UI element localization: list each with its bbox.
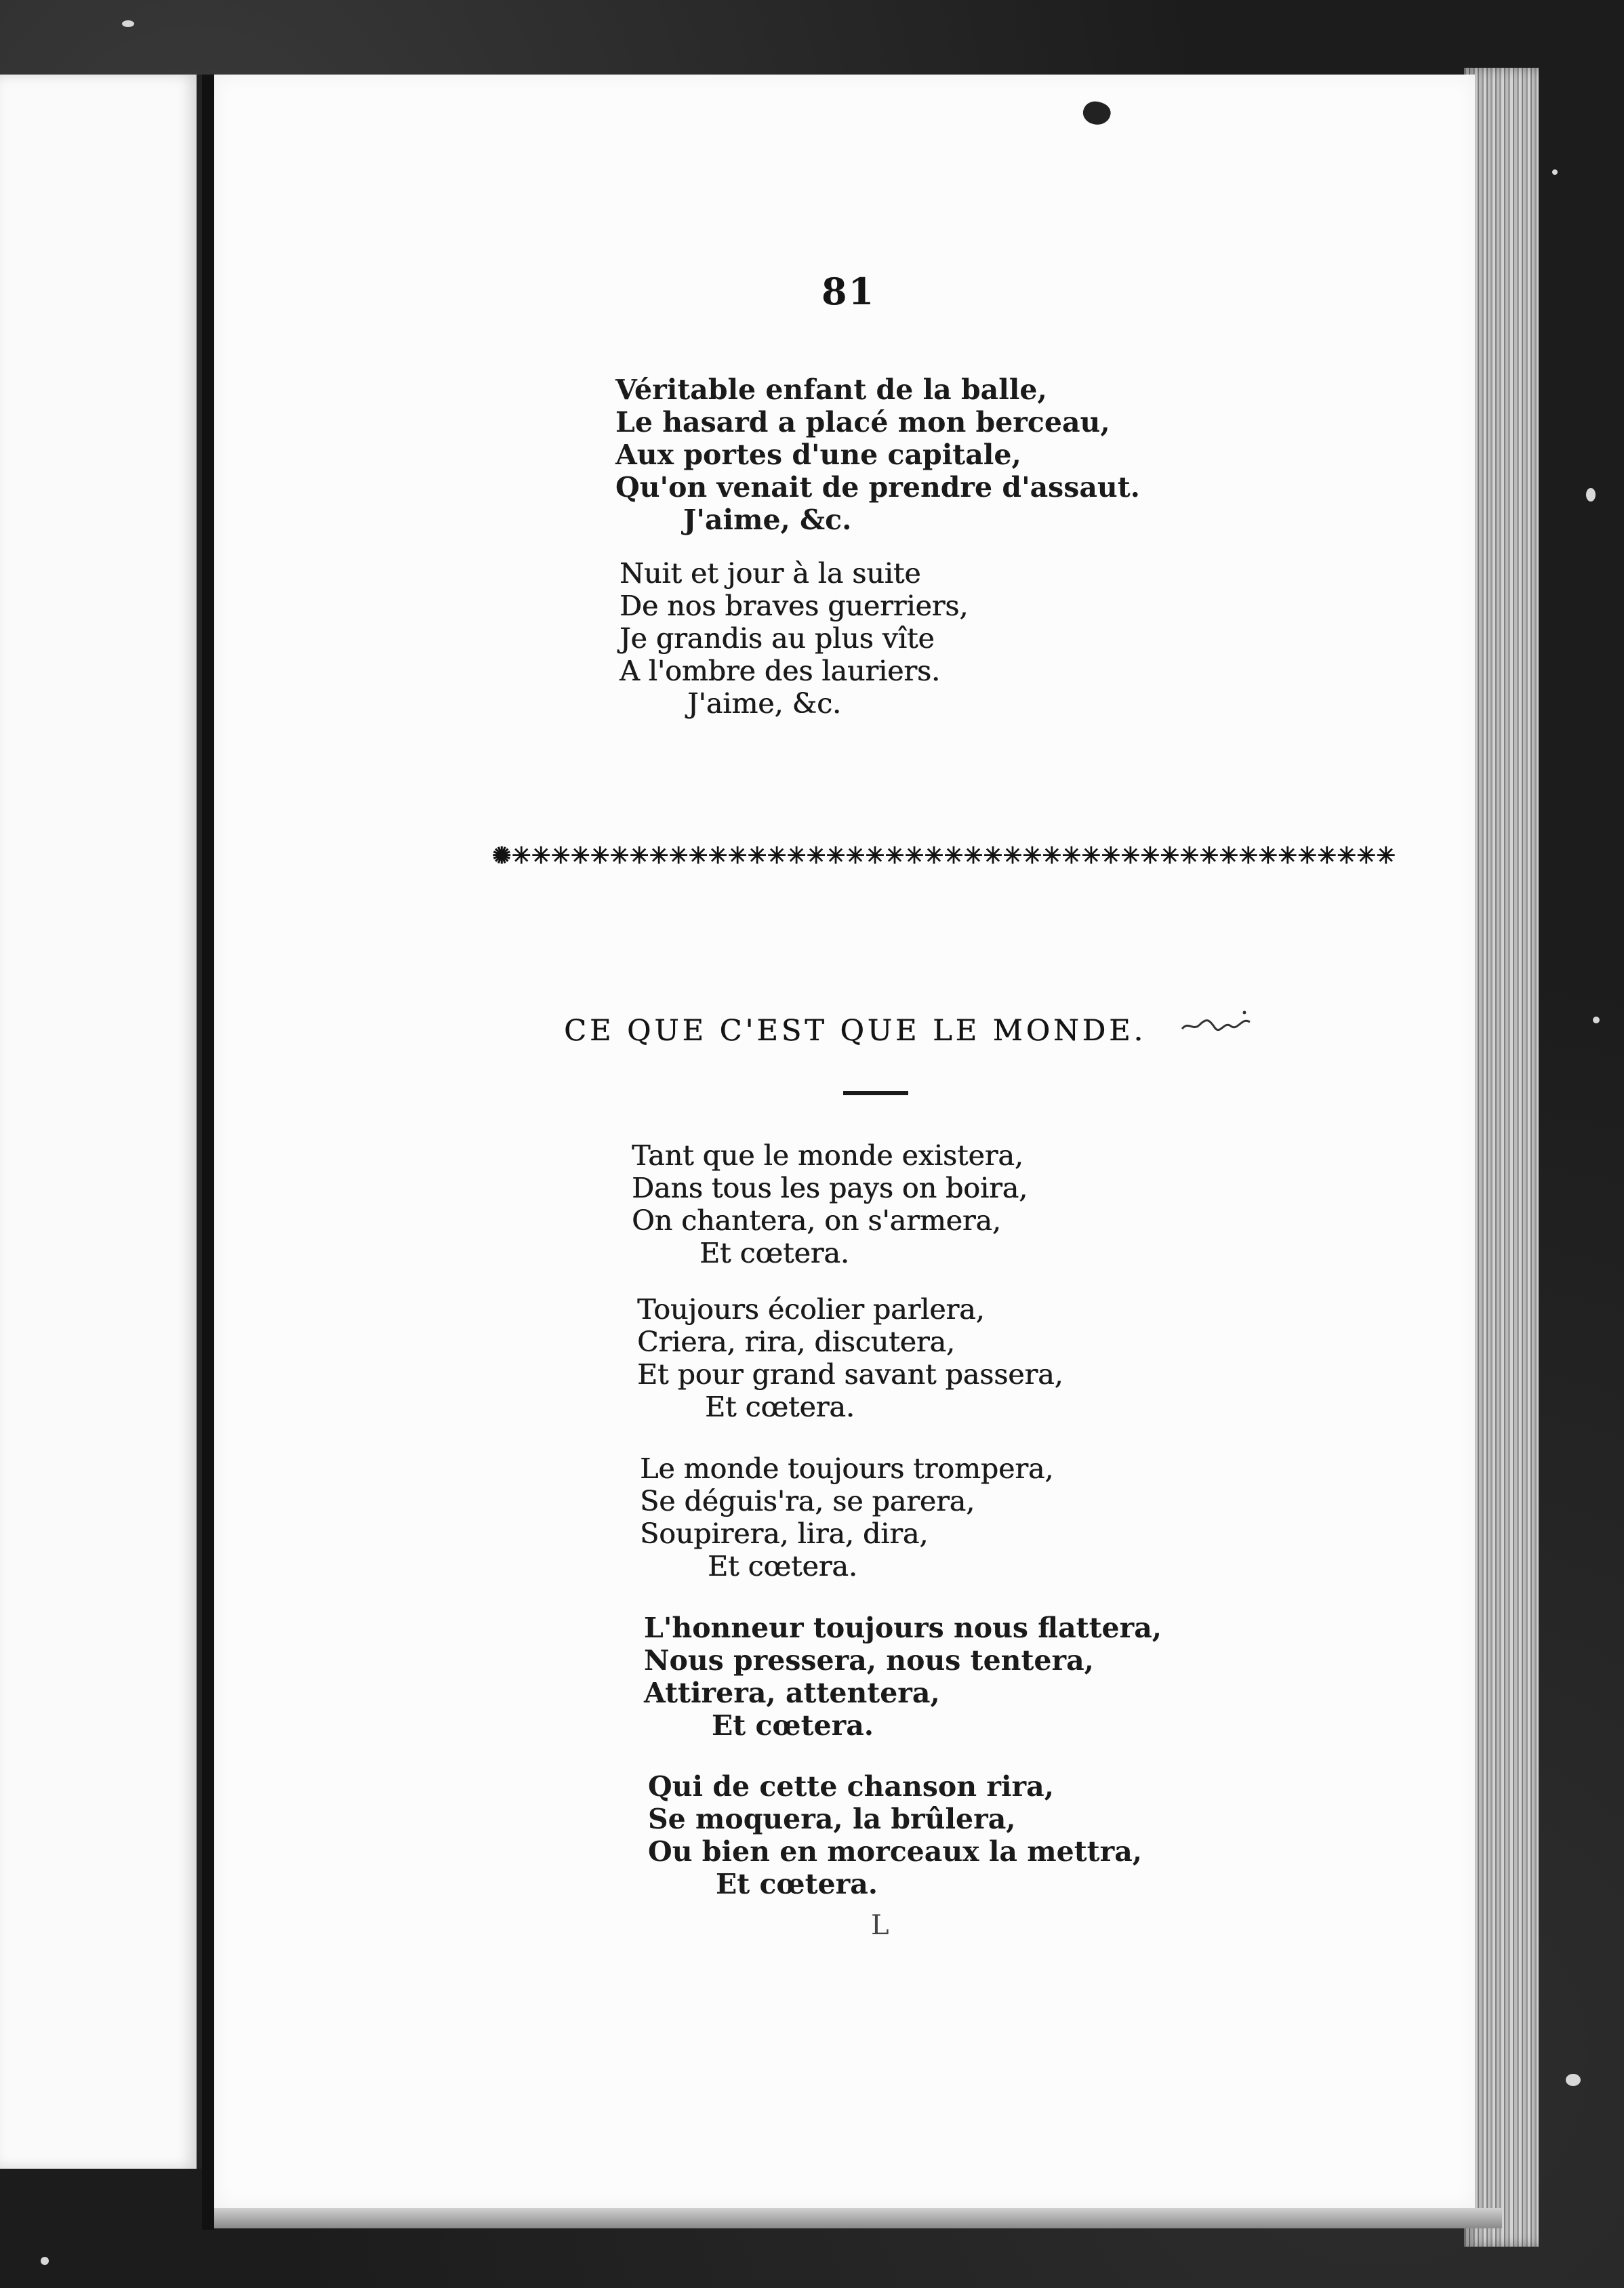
refrain-line: Et cœtera. (708, 1550, 857, 1582)
refrain-line: J'aime, &c. (687, 687, 841, 720)
verse-line: Je grandis au plus vîte (620, 622, 935, 655)
refrain-line: Et cœtera. (712, 1709, 874, 1742)
title-underline-rule (843, 1091, 908, 1095)
dust-speck (122, 20, 134, 27)
verse-line: Nous pressera, nous tentera, (644, 1644, 1094, 1677)
left-facing-page (0, 75, 202, 2169)
bottom-page-edge (214, 2208, 1502, 2228)
book-gutter (202, 75, 214, 2230)
stanza (644, 1612, 1162, 1742)
verse-line: Tant que le monde existera, (632, 1139, 1023, 1172)
verse-line: Toujours écolier parlera, (637, 1293, 985, 1326)
refrain-line: Et cœtera. (699, 1237, 849, 1269)
stanza (615, 373, 1140, 536)
verse-line: On chantera, on s'armera, (632, 1204, 1001, 1237)
verse-line: Véritable enfant de la balle, (615, 373, 1047, 406)
verse-line: Le hasard a placé mon berceau, (615, 406, 1110, 438)
verse-line: Attirera, attentera, (644, 1677, 940, 1709)
verse-line: Le monde toujours trompera, (640, 1452, 1054, 1485)
verse-line: Soupirera, lira, dira, (640, 1517, 929, 1550)
verse-line: L'honneur toujours nous flattera, (644, 1612, 1162, 1644)
verse-line: Et pour grand savant passera, (637, 1358, 1063, 1391)
stanza (620, 557, 968, 720)
page-number: 81 (821, 270, 876, 313)
song-title: CE QUE C'EST QUE LE MONDE. (564, 1014, 1147, 1048)
dust-speck (1593, 1017, 1600, 1023)
refrain-line: Et cœtera. (705, 1391, 855, 1423)
stanza (648, 1770, 1142, 1900)
verse-line: Ou bien en morceaux la mettra, (648, 1835, 1143, 1868)
catchword: L (871, 1910, 889, 1941)
stanza (640, 1452, 1053, 1582)
stanza (632, 1139, 1028, 1269)
page-edges (1464, 68, 1539, 2247)
refrain-line: Et cœtera. (716, 1868, 878, 1900)
verse-line: Dans tous les pays on boira, (632, 1172, 1028, 1204)
verse-line: Se moquera, la brûlera, (648, 1803, 1016, 1835)
dust-speck (1586, 488, 1596, 502)
verse-line: Aux portes d'une capitale, (615, 438, 1021, 471)
refrain-line: J'aime, &c. (683, 504, 852, 536)
ornamental-divider: ✺✳✳✳✳✳✳✳✳✳✳✳✳✳✳✳✳✳✳✳✳✳✳✳✳✳✳✳✳✳✳✳✳✳✳✳✳✳✳✳✳✳✳✳✳✳ (492, 842, 1396, 870)
verse-line: Qu'on venait de prendre d'assaut. (615, 471, 1140, 504)
stanza (637, 1293, 1063, 1423)
handwritten-annotation (1179, 1008, 1254, 1036)
verse-line: Se déguis'ra, se parera, (640, 1485, 975, 1517)
verse-line: De nos braves guerriers, (620, 590, 969, 622)
dust-speck (1552, 169, 1558, 175)
verse-line: Qui de cette chanson rira, (648, 1770, 1054, 1803)
verse-line: Criera, rira, discutera, (637, 1326, 955, 1358)
verse-line: Nuit et jour à la suite (620, 557, 921, 590)
dust-speck (1566, 2074, 1581, 2086)
verse-line: A l'ombre des lauriers. (620, 655, 940, 687)
dust-speck (41, 2257, 49, 2265)
